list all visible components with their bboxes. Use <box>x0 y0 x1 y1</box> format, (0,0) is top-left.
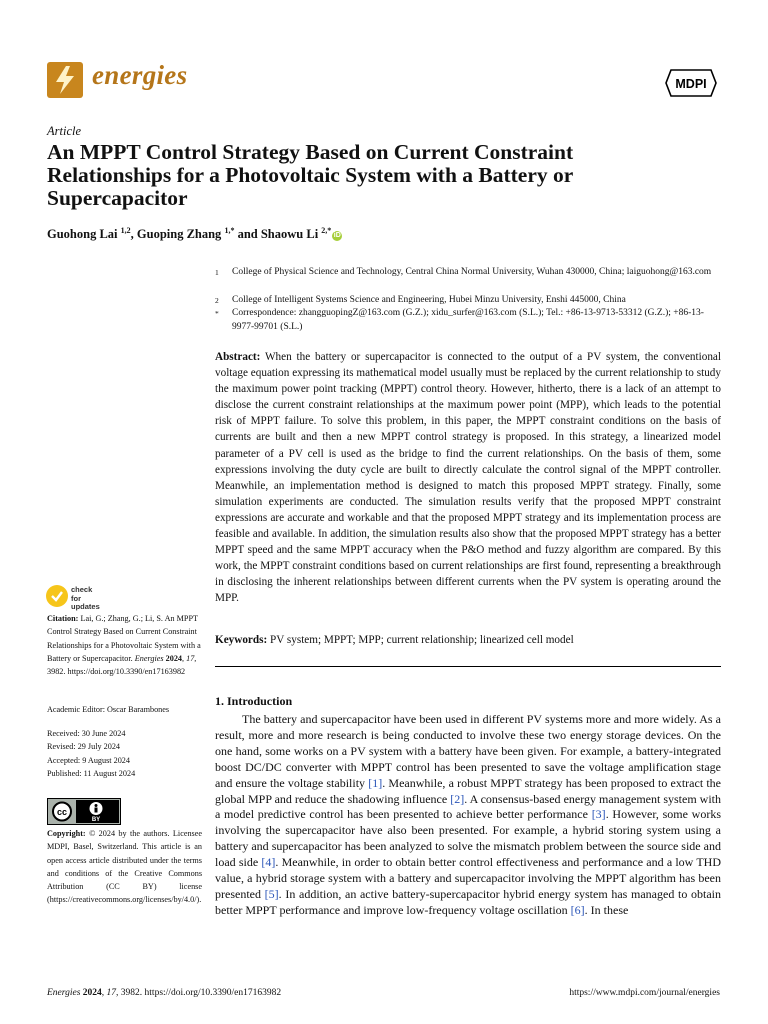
received-date: Received: 30 June 2024 <box>47 729 126 738</box>
section-heading: 1. Introduction <box>215 694 293 708</box>
accepted-date: Accepted: 9 August 2024 <box>47 755 130 765</box>
citation-link[interactable]: [2] <box>450 791 465 806</box>
copyright-block <box>47 827 202 907</box>
copyright-text: © 2024 by the authors. Licensee MDPI, Basel, Switzerland. This article is an open access article distributed under the terms and conditions of the Creative Commons Attribution (CC BY) license (https://creativecommons.org/licenses/by/4.0/). <box>47 829 203 905</box>
publisher-name: MDPI <box>675 77 707 91</box>
footer-citation: Energies 2024, 17, 3982. https://doi.org/10.3390/en17163982 <box>47 988 282 998</box>
abstract <box>215 349 721 607</box>
svg-text:cc: cc <box>56 807 68 817</box>
citation-volume: 17 <box>186 653 195 663</box>
author-affiliation-mark: 1,2 <box>120 226 131 235</box>
affiliation-text: College of Intelligent Systems Science and Engineering, Hubei Minzu University, Enshi 445000, China <box>232 295 626 305</box>
cc-license-badge[interactable] <box>47 798 121 825</box>
citation-doi[interactable]: , 3982. https://doi.org/10.3390/en17163982 <box>47 653 197 677</box>
affiliation-mark: * <box>215 309 219 318</box>
citation-link[interactable]: [5] <box>264 886 279 901</box>
journal-logo <box>47 62 83 98</box>
citation-link[interactable]: [1] <box>368 775 383 790</box>
abstract-text: When the battery or supercapacitor is connected to the output of a PV system, the conventional voltage equation expressing its mathematical model usually must be replaced by the current relationship to study the maximum power point tracking (MPPT) control theory. However, hitherto, there is a lack of an attempt to disclose the current constraint relationships at the maximum power point (MPP), which leads to the potential risk of MPPT failure. To solve this problem, in this paper, the MPPT constraint conditions on the basis of currents are built and then a new MPPT control strategy is proposed. In this strategy, a linearized model parameter of a PV cell is used as the bridge to find the current relationships. On the basis of them, some expressions involving the duty cycle are built to directly calculate the control signal of the MPPT controller. Meanwhile, an implementation method is designed to match this proposed MPPT strategy. Finally, some simulation experiments are conducted. The simulation results verify that the proposed MPPT constraint expressions are accurate and workable and that the proposed MPPT strategy and its implementation process are feasible and available. In addition, the simulation results also show that the proposed MPPT strategy has a better MPPT speed and the same MPPT accuracy when the P&O method and fuzzy algorithm are compared. By this work, the MPPT constraint conditions based on current relationships are first found, representing a breakthrough in disclosing the inherent relationships between different currents when the PV system is operating around the MPP. <box>215 351 721 605</box>
mdpi-logo <box>665 69 717 97</box>
body-text: . In addition, an active battery-supercapacitor hybrid energy system has managed to obtain better MPPT performance and improve low-frequency voltage oscillation <box>215 886 721 917</box>
citation-year: 2024 <box>165 653 182 663</box>
body-text: . A consensus-based energy management system with a model predictive control has been presented to achieve better performance <box>215 791 721 822</box>
author-name: Guoping Zhang <box>136 227 222 242</box>
body-text: The battery and supercapacitor have been used in different PV systems more and more widely. As a result, more and more research is being conducted to involve these two energy storage devices. On the one hand, some works on a PV system with a battery have been given. For example, a battery-integrated boost DC/DC converter with MPPT control has been presented to save the voltage amplification stage and ensure the voltage stability <box>215 712 721 790</box>
keywords-text: PV system; MPPT; MPP; current relationship; linearized cell model <box>270 634 574 646</box>
author-name: Shaowu Li <box>260 227 319 242</box>
citation-link[interactable]: [6] <box>570 902 585 917</box>
revised-date: Revised: 29 July 2024 <box>47 742 121 752</box>
author-affiliation-mark: 1,* <box>224 226 235 235</box>
academic-editor: Academic Editor: Oscar Barambones <box>47 705 170 714</box>
body-text: . In these <box>584 902 629 917</box>
section-body <box>215 712 721 919</box>
footer-year: 2024 <box>82 988 102 998</box>
orcid-icon[interactable]: iD <box>333 232 341 240</box>
citation-link[interactable]: [4] <box>261 855 276 870</box>
check-updates-label <box>71 586 100 612</box>
page-title: An MPPT Control Strategy Based on Current Constraint Relationships for a Photovoltaic System with a Battery or Supercapacitor <box>47 140 574 210</box>
citation-journal: Energies <box>134 653 164 663</box>
dates-block <box>47 727 202 780</box>
footer-journal-link[interactable]: https://www.mdpi.com/journal/energies <box>569 988 720 998</box>
check-updates-line2: updates <box>71 602 100 611</box>
affiliation-mark: 1 <box>215 268 219 277</box>
body-text: . Meanwhile, a robust MPPT strategy has been proposed to extract the global MPP and reduce the shadowing influence <box>215 775 721 806</box>
body-text: . Meanwhile, in order to obtain better control effectiveness and performance and a low THD value, a hybrid storage system with a battery and supercapacitor involving the MPPT algorithm has been presented <box>215 855 721 901</box>
affiliation-2 <box>215 294 725 308</box>
article-type: Article <box>47 124 82 138</box>
cc-by-icon <box>48 799 120 824</box>
affiliation-text: Correspondence: zhangguopingZ@163.com (G.Z.); xidu_surfer@163.com (S.L.); Tel.: +86-13-9713-53312 (G.Z.); +86-13-9977-99701 (S.L.) <box>232 308 704 332</box>
affiliation-text: College of Physical Science and Technology, Central China Normal University, Wuhan 430000, China; laiguohong@163.com <box>232 267 712 277</box>
affiliation-mark: 2 <box>215 296 219 305</box>
author-list: Guohong Lai $^{1,2}$, Guoping Zhang $^{1,*}$ and Shaowu Li $^{2,*}$iD <box>47 226 341 242</box>
lightning-icon <box>47 62 83 98</box>
footer-journal: Energies <box>47 988 81 998</box>
author-affiliation-mark: 2,* <box>321 226 332 235</box>
check-updates-line1: check for <box>71 585 93 603</box>
keywords <box>215 632 721 648</box>
affiliation-1 <box>215 266 725 294</box>
citation-block: Citation: Lai, G.; Zhang, G.; Li, S. An MPPT Control Strategy Based on Current Constraint Relationships for a Photovoltaic System with a Battery or Supercapacitor. Energies 2024, 17, 3982. https://doi.org/10.3390/en17163982 <box>47 614 201 677</box>
body-text: . However, some works involving the supercapacitor have also been presented. For example, a hybrid storing system using a battery and supercapacitor has been analyzed to solve the mismatch problem between the source side and load side <box>215 807 721 870</box>
correspondence <box>215 307 725 335</box>
author-name: Guohong Lai <box>47 227 118 242</box>
citation-link[interactable]: [3] <box>591 807 606 822</box>
footer-doi[interactable]: , 3982. https://doi.org/10.3390/en17163982 <box>116 988 282 998</box>
citation-label: Citation: <box>47 614 79 623</box>
abstract-label: Abstract: <box>215 351 261 363</box>
journal-name: energies <box>92 60 188 90</box>
check-updates-icon <box>46 585 68 607</box>
cc-badge-text: BY <box>91 817 101 823</box>
published-date: Published: 11 August 2024 <box>47 768 136 778</box>
citation-text: Lai, G.; Zhang, G.; Li, S. An MPPT Control Strategy Based on Current Constraint Relationships for a Photovoltaic System with a Battery or Supercapacitor. <box>47 614 201 663</box>
footer-volume: 17 <box>106 988 117 998</box>
section-divider <box>215 666 721 667</box>
keywords-label: Keywords: <box>215 634 268 646</box>
copyright-label: Copyright: <box>47 829 86 838</box>
